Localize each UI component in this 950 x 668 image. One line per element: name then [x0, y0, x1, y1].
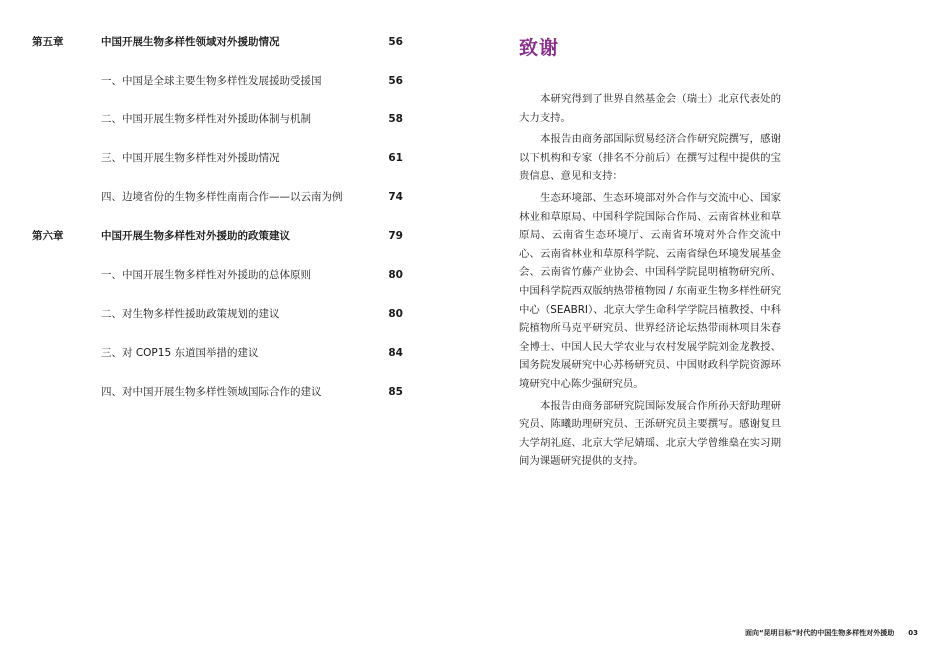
toc-section[interactable]: [0, 266, 470, 284]
acknowledgements-section: [519, 34, 781, 474]
toc-section[interactable]: [0, 344, 470, 362]
toc-page-number: 79: [388, 230, 403, 242]
toc-page-number: 85: [388, 386, 403, 398]
table-of-contents: [0, 0, 470, 668]
toc-section-title: 三、对 COP15 东道国举措的建议: [101, 347, 259, 359]
toc-section[interactable]: [0, 383, 470, 401]
toc-section[interactable]: [0, 305, 470, 323]
page-footer: [745, 628, 918, 638]
toc-section-title: 二、中国开展生物多样性对外援助体制与机制: [101, 113, 311, 125]
toc-chapter-title: 中国开展生物多样性领域对外援助情况: [101, 36, 280, 48]
acknowledgements-paragraph: 生态环境部、生态环境部对外合作与交流中心、国家林业和草原局、中国科学院国际合作局、云南省林业和草原局、云南省生态环境厅、云南省环境对外合作交流中心、云南省林业和草原科学院、云南省绿色环境发展基金会、云南省竹藤产业协会、中国科学院昆明植物研究所、中国科学院西双版纳热带植物园 / 东南亚生物多样性研究中心（SEABRI）、北京大学生命科学学院吕植教授、中科院植物所马克平研究员、世界经济论坛热带雨林项目朱春全博士、中国人民大学农业与农村发展学院刘金龙教授、国务院发展研究中心苏杨研究员、中国财政科学院资源环境研究中心陈少强研究员。: [519, 191, 781, 390]
toc-section-title: 一、中国是全球主要生物多样性发展援助受援国: [101, 75, 322, 87]
toc-section[interactable]: [0, 149, 470, 167]
toc-page-number: 84: [388, 347, 403, 359]
acknowledgements-paragraph: 本报告由商务部研究院国际发展合作所孙天舒助理研究员、陈曦助理研究员、王泺研究员主要撰写。感谢复旦大学胡礼庭、北京大学尼婧瑶、北京大学曾维燊在实习期间为课题研究提供的支持。: [519, 399, 781, 468]
acknowledgements-paragraph: 本研究得到了世界自然基金会（瑞士）北京代表处的大力支持。: [519, 93, 781, 124]
running-title: 面向“昆明目标”时代的中国生物多样性对外援助: [745, 629, 895, 637]
toc-page-number: 74: [388, 191, 403, 203]
toc-section[interactable]: [0, 110, 470, 128]
toc-section-title: 一、中国开展生物多样性对外援助的总体原则: [101, 269, 311, 281]
acknowledgements-paragraph: 本报告由商务部国际贸易经济合作研究院撰写，感谢以下机构和专家（排名不分前后）在撰写过程中提供的宝贵信息、意见和支持：: [519, 133, 781, 183]
toc-page-number: 80: [388, 308, 403, 320]
toc-section[interactable]: [0, 188, 470, 206]
toc-chapter-5[interactable]: [0, 33, 470, 51]
toc-chapter-6[interactable]: [0, 227, 470, 245]
toc-section[interactable]: [0, 72, 470, 90]
toc-page-number: 80: [388, 269, 403, 281]
toc-section-title: 三、中国开展生物多样性对外援助情况: [101, 152, 280, 164]
page-number: 03: [908, 629, 918, 637]
toc-section-title: 二、对生物多样性援助政策规划的建议: [101, 308, 280, 320]
toc-page-number: 56: [388, 75, 403, 87]
toc-chapter-title: 中国开展生物多样性对外援助的政策建议: [101, 230, 290, 242]
toc-chapter-label: 第六章: [32, 230, 64, 242]
toc-page-number: 61: [388, 152, 403, 164]
toc-section-title: 四、边境省份的生物多样性南南合作——以云南为例: [101, 191, 343, 203]
toc-section-title: 四、对中国开展生物多样性领域国际合作的建议: [101, 386, 322, 398]
toc-page-number: 58: [388, 113, 403, 125]
toc-page-number: 56: [388, 36, 403, 48]
acknowledgements-title: 致谢: [519, 37, 560, 59]
toc-chapter-label: 第五章: [32, 36, 64, 48]
